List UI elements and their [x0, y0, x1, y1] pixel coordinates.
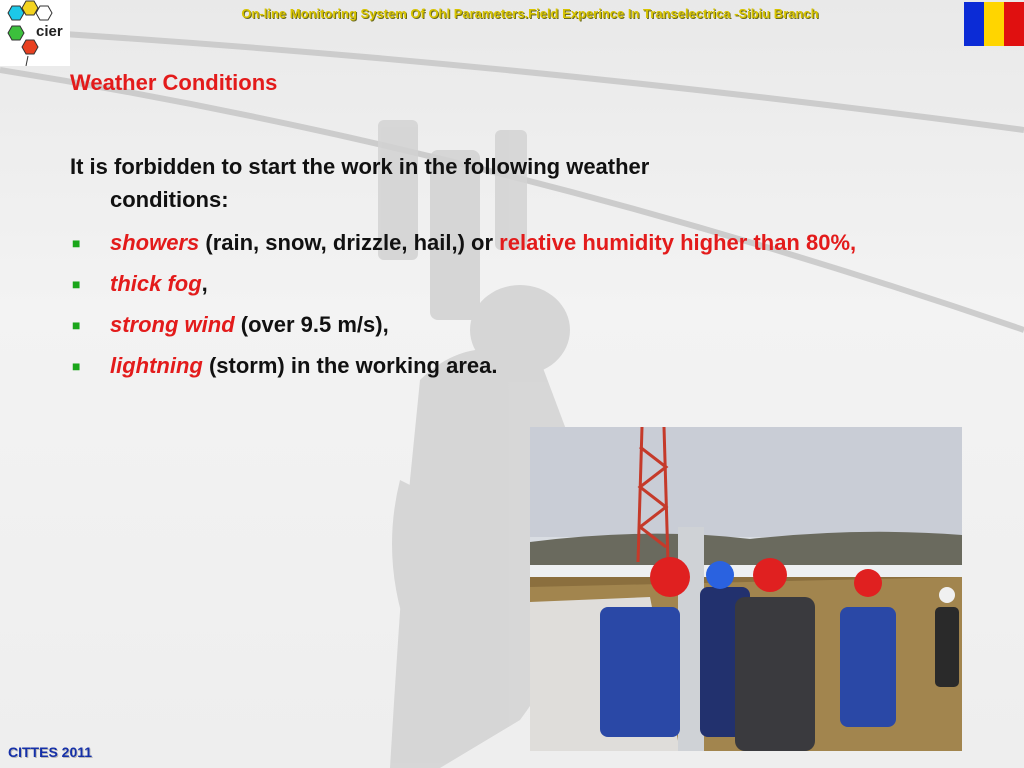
- field-crew-photo: [530, 427, 962, 751]
- cier-logo: [0, 0, 70, 66]
- bullet-square-icon: ■: [72, 317, 81, 333]
- intro-line-2: conditions:: [110, 187, 229, 212]
- condition-detail: (over 9.5 m/s),: [234, 312, 389, 337]
- intro-text: [70, 150, 890, 216]
- footer-label: CITTES 2011: [8, 744, 93, 760]
- list-item: [70, 267, 950, 300]
- condition-emphasis: thick fog: [110, 271, 202, 296]
- condition-detail: (storm) in the working area.: [202, 353, 498, 378]
- list-item: [70, 308, 950, 341]
- cier-hexagon-logo-icon: [0, 0, 70, 66]
- slide-title: Weather Conditions: [70, 70, 278, 95]
- condition-emphasis: showers: [110, 230, 200, 255]
- condition-emphasis: lightning: [110, 353, 203, 378]
- intro-line-1: It is forbidden to start the work in the following weather: [70, 154, 650, 179]
- bullet-square-icon: ■: [72, 276, 81, 292]
- bullet-square-icon: ■: [72, 358, 81, 374]
- svg-text:cier: cier: [36, 23, 63, 40]
- condition-emphasis: strong wind: [110, 312, 235, 337]
- conditions-list: [70, 226, 950, 390]
- bullet-square-icon: ■: [72, 235, 81, 251]
- list-item: [70, 226, 950, 259]
- romania-flag-icon: [964, 2, 1024, 46]
- condition-detail: (rain, snow, drizzle, hail,) or: [199, 230, 500, 255]
- condition-highlight: relative humidity higher than 80%,: [499, 230, 857, 255]
- condition-detail: ,: [201, 271, 208, 296]
- header-title: On-line Monitoring System Of Ohl Parameters.Field Experince In Transelectrica -Sibiu Branch: [241, 6, 819, 21]
- list-item: [70, 349, 950, 382]
